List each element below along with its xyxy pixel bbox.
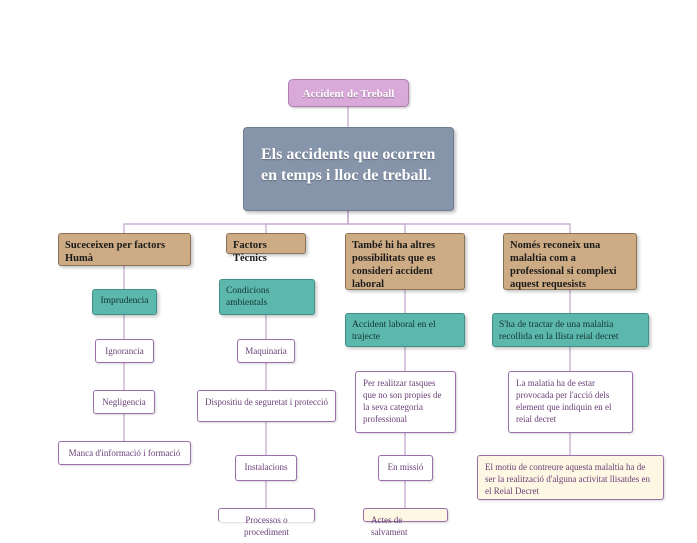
branch-1-child-3[interactable] — [93, 390, 155, 414]
branch-3-child-4-label: Actes de salvament — [371, 515, 408, 537]
branch-1-child-2-label: Ignorancia — [105, 346, 144, 356]
branch-2-child-4-label: Instalacions — [244, 462, 288, 472]
branch-3-child-1-label: Accident laboral en el trajecte — [352, 320, 436, 342]
branch-1-header-label: Suceceixen per factors Humà — [65, 240, 166, 264]
branch-2-child-2-label: Maquinaria — [245, 346, 287, 356]
main-statement-node[interactable] — [243, 127, 454, 211]
branch-2-child-3-label: Dispositiu de seguretat i protecció — [205, 397, 328, 407]
branch-2-header-label: Factors Tècnics — [233, 240, 267, 264]
branch-3-child-3[interactable] — [378, 455, 433, 481]
branch-2-child-1[interactable] — [219, 279, 315, 315]
branch-3-header-label: També hi ha altres possibilitats que es considerí accident laboral — [352, 240, 436, 290]
branch-1-child-1[interactable] — [92, 289, 157, 315]
branch-1-child-3-label: Negligencia — [102, 397, 146, 407]
root-node[interactable] — [288, 79, 409, 107]
branch-1-child-1-label: Imprudencia — [100, 296, 149, 306]
branch-2-header[interactable] — [226, 233, 306, 264]
branch-4-child-1[interactable] — [492, 313, 649, 347]
branch-2-child-5-label: Processos o procediment — [244, 515, 289, 537]
branch-1-header[interactable] — [58, 233, 191, 266]
branch-4-child-3-label: El motiu de contreure aquesta malaltia ha de ser la realització d'alguna activitat llisatdes en el Reial Decret — [485, 462, 651, 496]
branch-3-header[interactable] — [345, 233, 465, 290]
branch-2-child-2[interactable] — [237, 339, 295, 363]
branch-1-child-4[interactable] — [58, 441, 191, 465]
branch-3-child-2-label: Per realitzar tasques que no son propies de la seva categoria professional — [363, 378, 442, 424]
branch-4-header[interactable] — [503, 233, 637, 290]
main-statement-label: Els accidents que ocorren en temps i lloc de treball. — [261, 146, 436, 184]
branch-2-child-4[interactable] — [235, 455, 297, 481]
branch-4-child-3[interactable] — [477, 455, 664, 500]
branch-1-child-4-label: Manca d'informació i formació — [68, 448, 181, 458]
branch-4-child-1-label: S'ha de tractar de una malaltia recollida en la llista reial decret — [499, 320, 619, 342]
branch-2-child-1-label: Condicions ambientals — [226, 286, 270, 308]
root-node-label: Accident de Treball — [302, 88, 395, 100]
branch-3-child-3-label: En missió — [387, 462, 424, 472]
branch-3-child-2[interactable] — [355, 371, 456, 433]
branch-4-child-2-label: La malatia ha de estar provocada per l'acció dels element que indiquin en el reial decret — [516, 378, 612, 424]
branch-2-child-3[interactable] — [197, 390, 336, 422]
branch-3-child-1[interactable] — [345, 313, 465, 347]
branch-1-child-2[interactable] — [95, 339, 154, 363]
branch-4-child-2[interactable] — [508, 371, 633, 433]
branch-4-header-label: Només reconeix una malaltia com a professional si complexi aquest requesists — [510, 240, 617, 290]
